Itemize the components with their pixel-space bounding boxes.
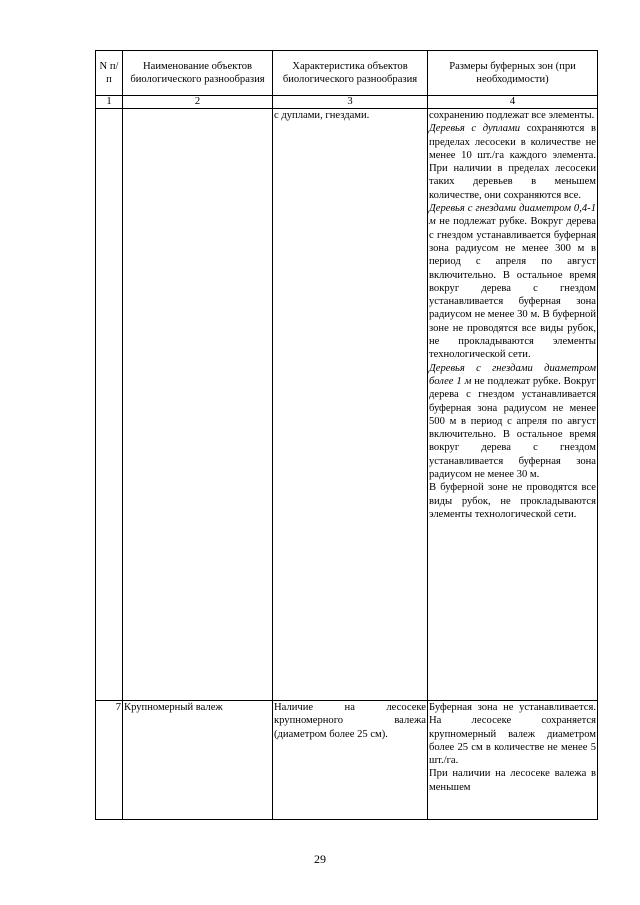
- row-characteristic: Наличие на лесосеке крупномерного валежа (диаметром более 25 см).: [273, 701, 428, 820]
- biodiversity-table: [95, 50, 598, 820]
- row-buffer-cell: [428, 701, 598, 820]
- buffer-paragraph: Деревья с гнездами диаметром более 1 м не подлежат рубке. Вокруг дерева с гнездом устанавливается буферная зона радиусом не менее 500 м в период с апреля по август включительно. В остальное время вокруг дерева с гнездом устанавливается буферная зона радиусом не менее 30 м.: [429, 362, 596, 481]
- italic-heading: Деревья с гнездами диаметром более 1 м: [429, 362, 596, 387]
- row-buffer-cell: [428, 109, 598, 701]
- header-name: Наименование объектов биологического разнообразия: [123, 51, 273, 96]
- buffer-paragraph: При наличии на лесосеке валежа в меньшем: [429, 768, 596, 793]
- buffer-paragraph: В буферной зоне не проводятся все виды рубок, не прокладываются элементы технологической сети.: [429, 482, 596, 520]
- buffer-paragraph: сохранению подлежат все элементы.: [429, 110, 595, 121]
- header-number: N п/п: [96, 51, 123, 96]
- italic-heading: Деревья с дуплами: [429, 123, 521, 135]
- row-name: Крупномерный валеж: [123, 701, 273, 820]
- buffer-paragraph: Буферная зона не устанавливается. На лесосеке сохраняется крупномерный валеж диаметром более 25 см в количестве не менее 5 шт./га.: [429, 702, 596, 767]
- row-name-cell: [123, 109, 273, 701]
- header-characteristic: Характеристика объектов биологического разнообразия: [273, 51, 428, 96]
- column-number: 1: [96, 96, 123, 109]
- buffer-paragraph: Деревья с дуплами сохраняются в пределах лесосеки в количестве не менее 10 шт./га каждого элемента. При наличии в пределах лесосеки таких деревьев в меньшем количестве, они сохраняются все.: [429, 123, 596, 201]
- table-header-row: [96, 51, 598, 96]
- column-number-row: [96, 96, 598, 109]
- page-number: 29: [314, 852, 326, 866]
- row-characteristic-cell: [273, 109, 428, 701]
- buffer-paragraph: Деревья с гнездами диаметром 0,4-1 м не подлежат рубке. Вокруг дерева с гнездом устанавливается буферная зона радиусом не менее 300 м в период с апреля по август включительно. В остальное время вокруг дерева с гнездом устанавливается буферная зона радиусом не менее 30 м. В буферной зоне не проводятся все виды рубок, не прокладываются элементы технологической сети.: [429, 203, 596, 361]
- table-row: [96, 701, 598, 820]
- column-number: 4: [428, 96, 598, 109]
- header-buffer-zone: Размеры буферных зон (при необходимости): [428, 51, 598, 96]
- row-number-cell: [96, 109, 123, 701]
- table-row: [96, 109, 598, 701]
- row-number: 7: [96, 701, 123, 820]
- column-number: 3: [273, 96, 428, 109]
- italic-heading: Деревья с гнездами диаметром 0,4-1 м: [429, 203, 596, 228]
- column-number: 2: [123, 96, 273, 109]
- characteristic-text: с дуплами, гнездами.: [274, 110, 370, 121]
